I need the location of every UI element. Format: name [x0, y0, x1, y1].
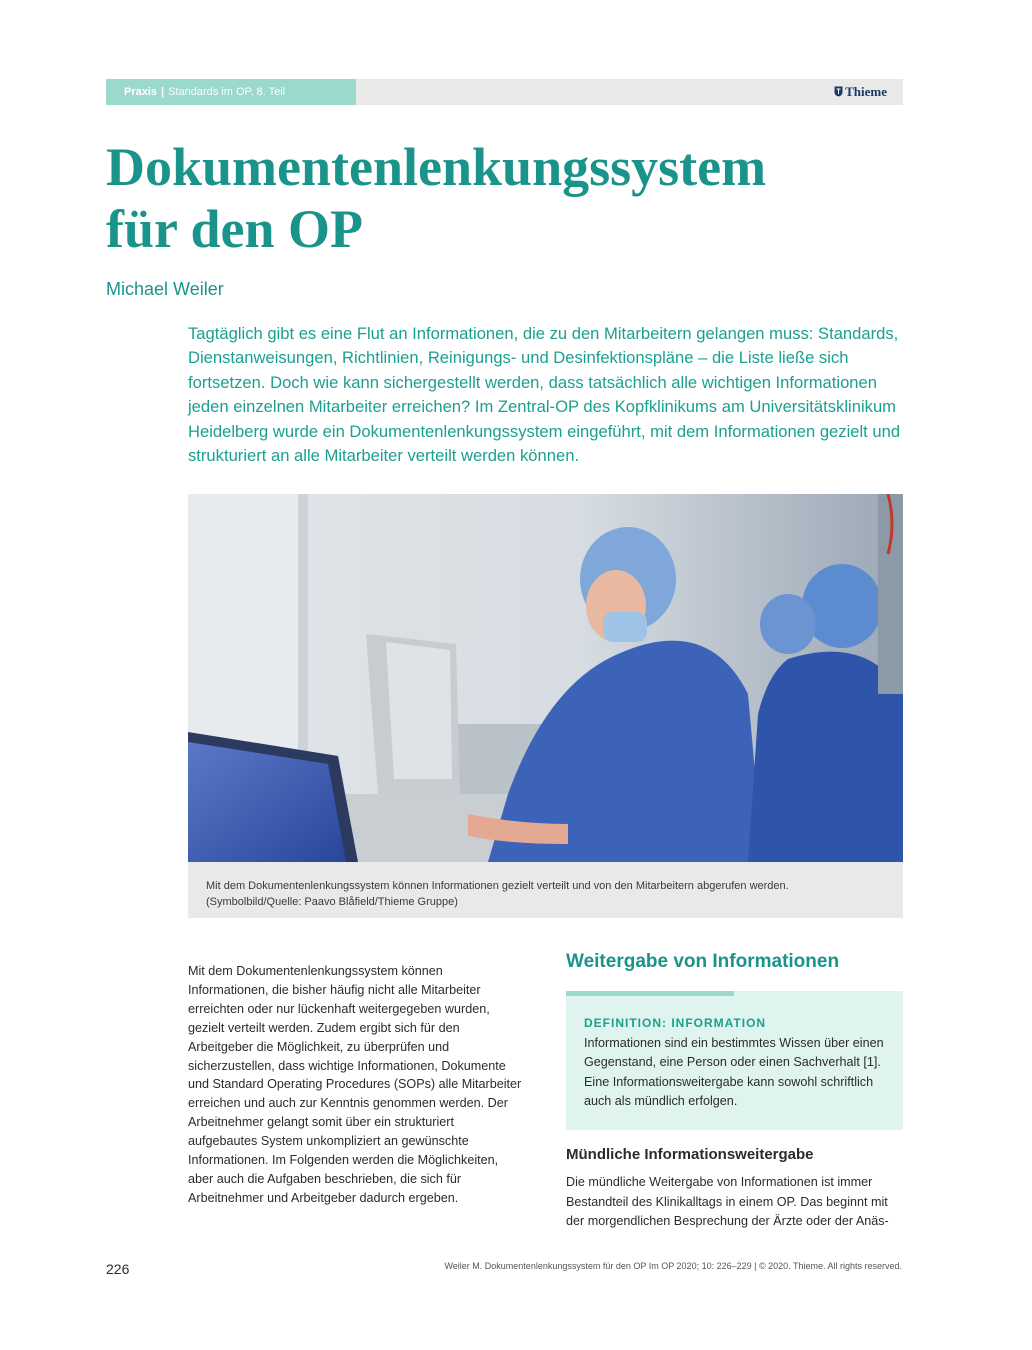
abstract: Tagtäglich gibt es eine Flut an Informationen, die zu den Mitarbeitern gelangen muss: Standards, Dienstanweisungen, Richtlinien, Reinigungs- und Desinfektionspläne – die Liste ließe sich fortsetzen. Doch wie kann sichergestellt werden, dass tatsächlich alle wichtigen Informationen jeden einzelnen Mitarbeiter erreichen? Im Zentral-OP des Kopfklinikums am Universitätsklinikum Heidelberg wurde ein Dokumentenlenkungssystem eingeführt, mit dem Informationen gezielt und strukturiert an alle Mitarbeiter verteilt werden können. [188, 324, 901, 466]
section-label: Praxis [124, 86, 158, 98]
page-number: 226 [106, 1261, 130, 1277]
article-photo [188, 494, 903, 862]
series-label: Standards im OP, 8. Teil [168, 86, 286, 98]
definition-box [566, 991, 903, 1130]
title-line-1: Dokumentenlenkungssystem [106, 137, 767, 197]
article-title [106, 136, 906, 260]
footer-citation: Weiler M. Dokumentenlenkungssystem für den OP Im OP 2020; 10: 226–229 | © 2020. Thieme. All rights reserved. [444, 1261, 902, 1271]
header-separator: | [161, 86, 165, 98]
definition-text: Informationen sind ein bestimmtes Wissen über einen Gegenstand, eine Person oder einen Sachverhalt [1]. Eine Informationsweitergabe kann sowohl schriftlich auch als mündlich erfolgen. [584, 1036, 884, 1108]
subheading: Mündliche Informationsweitergabe [566, 1146, 814, 1163]
section-heading: Weitergabe von Informationen [566, 951, 840, 972]
logo-text: Thieme [845, 84, 887, 99]
publisher-logo [834, 79, 887, 105]
wall-monitor [366, 634, 460, 794]
section-header [566, 950, 903, 974]
section-tag [106, 79, 356, 105]
body-text-right: Die mündliche Weitergabe von Informationen ist immer Bestandteil des Klinikalltags in einem OP. Das beginnt mit der morgendlichen Besprechung der Ärzte oder der Anäs- [566, 1175, 889, 1229]
author-name: Michael Weiler [106, 279, 224, 299]
thieme-shield-icon [834, 86, 843, 97]
title-line-2: für den OP [106, 199, 364, 259]
definition-label: DEFINITION: INFORMATION [584, 1016, 767, 1030]
operating-room-photo [188, 494, 903, 862]
figure-caption: Mit dem Dokumentenlenkungssystem können Informationen gezielt verteilt und von den Mitarbeitern abgerufen werden. (Symbolbild/Quelle: Paavo Blåfield/Thieme Gruppe) [188, 862, 903, 918]
body-text-left: Mit dem Dokumentenlenkungssystem können Informationen, die bisher häufig nicht alle Mitarbeiter erreichten oder nur lückenhaft weitergegeben wurden, gezielt verteilt werden. Zudem ergibt sich für den Arbeitgeber die Möglichkeit, zu überprüfen und sicherzustellen, dass wichtige Informationen, Dokumente und Standard Operating Procedures (SOPs) alle Mitarbeiter erreichen und auch zur Kenntnis genommen werden. Der Arbeitnehmer gelangt somit über ein strukturiert aufgebautes System unkompliziert an gewünschte Informationen. Im Folgenden werden die Möglichkeiten, aber auch die Aufgaben beschrieben, die sich für Arbeitnehmer und Arbeitgeber dadurch ergeben. [188, 964, 522, 1205]
running-header [106, 79, 903, 105]
definition-accent-bar [566, 991, 734, 996]
